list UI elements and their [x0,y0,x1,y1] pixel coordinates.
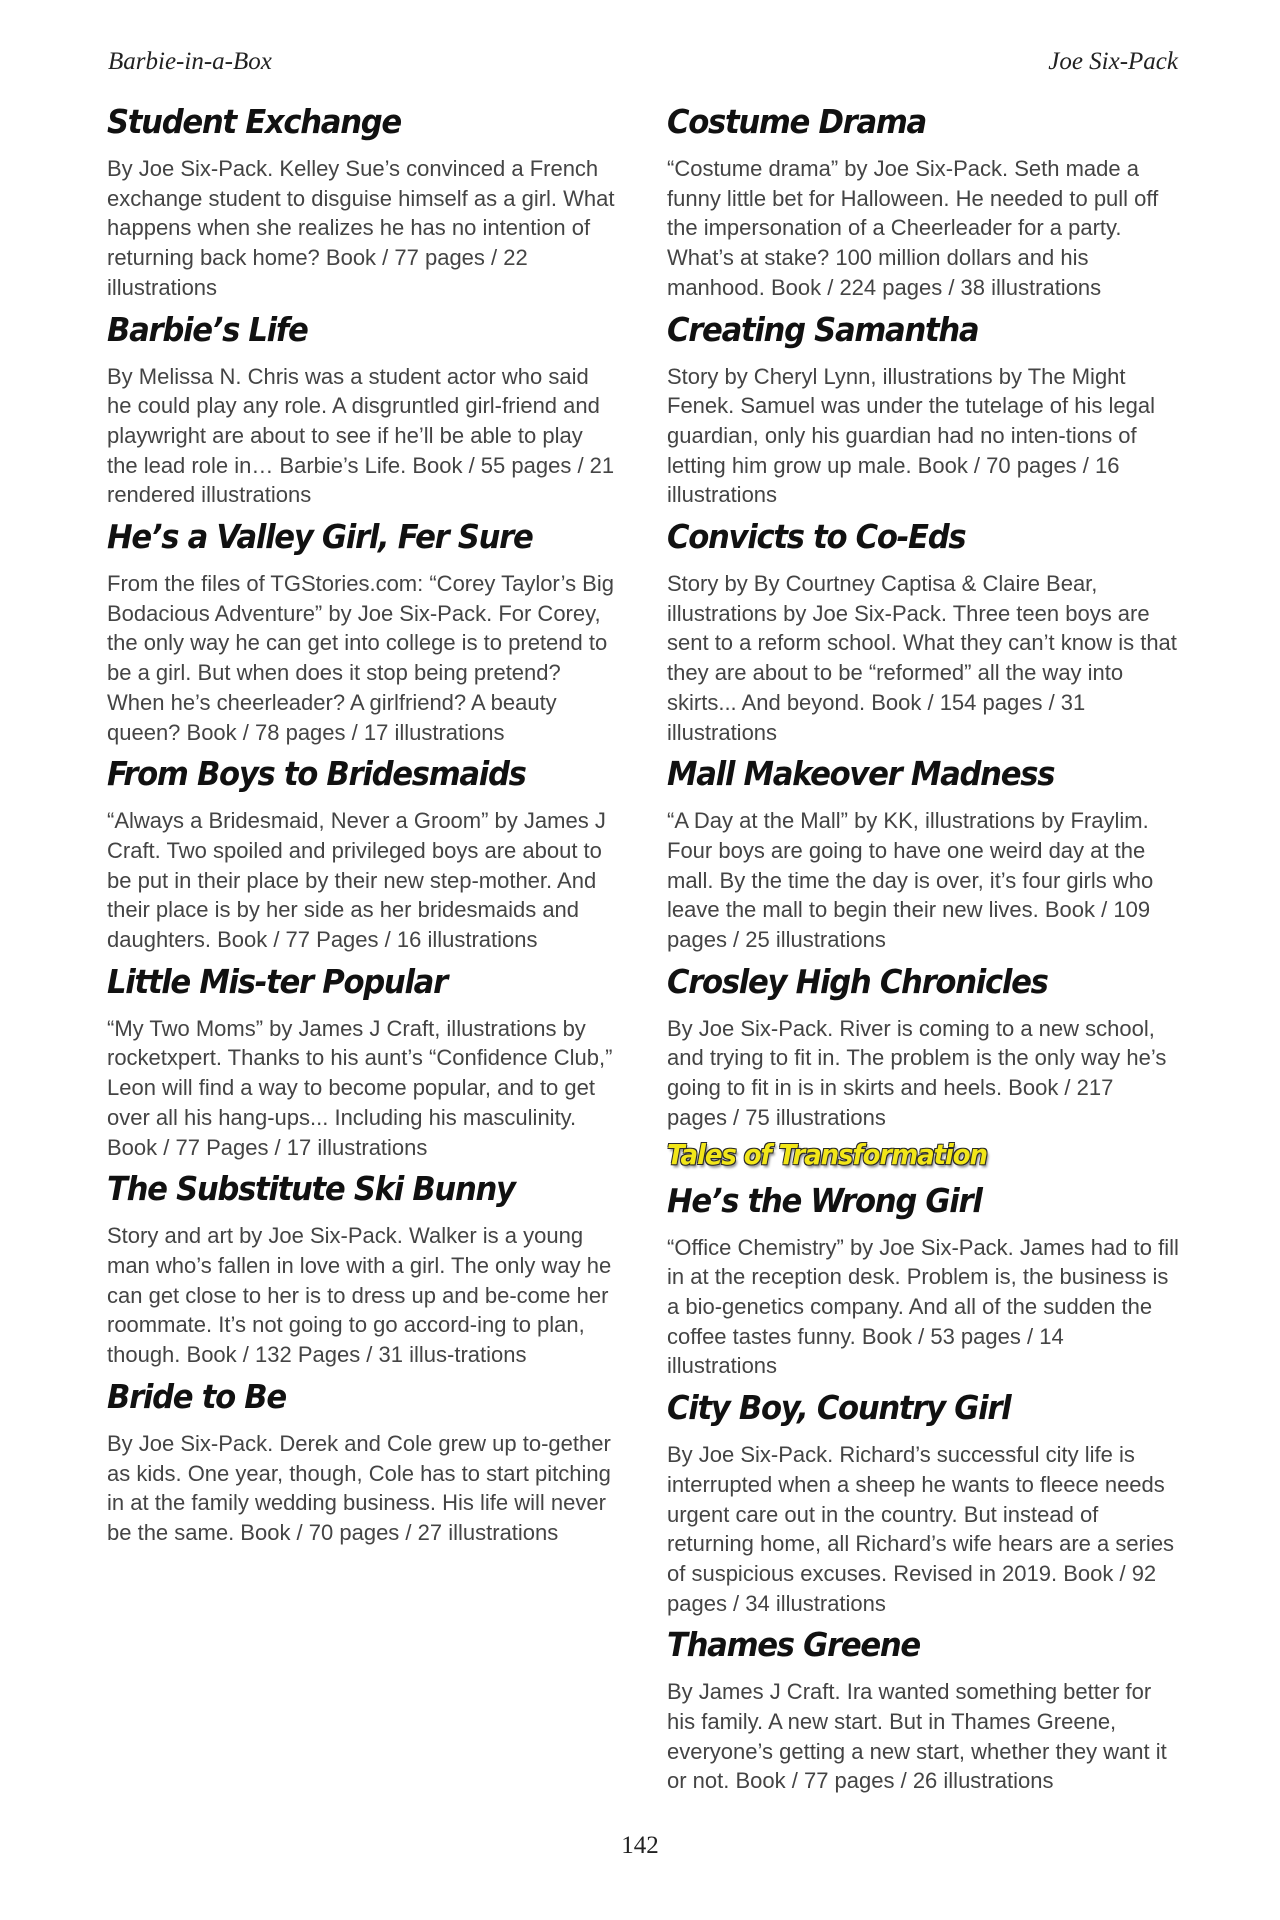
book-description: “Always a Bridesmaid, Never a Groom” by James J Craft. Two spoiled and privileged boys are about to be put in their place by their new step-mother. And their place is by her side as her bridesmaids and daughters. Book / 77 Pages / 16 illustrations [107,808,606,953]
book-entry [667,98,1179,303]
book-title: Creating Samantha [667,309,979,349]
book-title: Costume Drama [667,102,926,141]
book-entry [107,98,619,303]
book-entry [107,1373,619,1548]
right-column [667,98,1179,1799]
book-description: By Melissa N. Chris was a student actor who said he could play any role. A disgruntled girl-friend and playwright are about to see if he’ll be able to play the lead role in… Barbie’s Life. Book / 55 pages / 21 rendered illustrations [107,363,615,508]
book-title: Bride to Be [107,1376,286,1416]
book-description: By James J Craft. Ira wanted something better for his family. A new start. But in Thames Greene, everyone’s getting a new start, whether they want it or not. Book / 77 pages / 26 illustrations [667,1679,1167,1794]
book-description: By Joe Six-Pack. Derek and Cole grew up to-gether as kids. One year, though, Cole has to start pitching in at the family wedding business. His life will never be the same. Book / 70 pages / 27 illustrations [107,1430,611,1545]
book-entry [667,306,1179,511]
book-description: “A Day at the Mall” by KK, illustrations by Fraylim. Four boys are going to have one weird day at the mall. By the time the day is over, it’s four girls who leave the mall to begin their new lives. Book / 109 pages / 25 illustrations [667,808,1154,953]
book-entry [667,958,1179,1133]
book-entry [107,958,619,1163]
book-title: He’s a Valley Girl, Fer Sure [107,517,533,557]
book-description: “My Two Moms” by James J Craft, illustrations by rocketxpert. Thanks to his aunt’s “Confidence Club,” Leon will find a way to become popular, and to get over all his hang-ups... Including his masculinity. Book / 77 Pages / 17 illustrations [107,1015,613,1160]
book-description: “Costume drama” by Joe Six-Pack. Seth made a funny little bet for Halloween. He needed to pull off the impersonation of a Cheerleader for a party. What’s at stake? 100 million dollars and his manhood. Book / 224 pages / 38 illustrations [667,156,1159,300]
book-description: Story and art by Joe Six-Pack. Walker is a young man who’s fallen in love with a girl. The only way he can get close to her is to dress up and be-come her roommate. It’s not going to go accord-ing to plan, though. Book / 132 Pages / 31 illus-trations [107,1223,612,1368]
book-description: By Joe Six-Pack. Richard’s successful city life is interrupted when a sheep he wants to fleece needs urgent care out in the country. But instead of returning home, all Richard’s wife hears are a series of suspicious excuses. Revised in 2019. Book / 92 pages / 34 illustrations [667,1442,1175,1616]
book-title: Thames Greene [667,1625,920,1665]
book-title: Convicts to Co-Eds [667,517,966,557]
left-column [107,98,619,1551]
book-entry [667,1177,1179,1382]
book-description: Story by Cheryl Lynn, illustrations by The Might Fenek. Samuel was under the tutelage of his legal guardian, only his guardian had no inten-tions of letting him grow up male. Book / 70 pages / 16 illustrations [667,363,1155,508]
book-description: From the files of TGStories.com: “Corey Taylor’s Big Bodacious Adventure” by Joe Six-Pack. For Corey, the only way he can get into college is to pretend to be a girl. But when does it stop being pretend? When he’s cheerleader? A girlfriend? A beauty queen? Book / 78 pages / 17 illustrations [107,571,614,745]
book-entry [107,1165,619,1370]
book-entry [107,750,619,955]
book-entry [667,1384,1179,1618]
book-description: By Joe Six-Pack. Kelley Sue’s convinced a French exchange student to disguise himself as a girl. What happens when she realizes he has no intention of returning back home? Book / 77 pages / 22 illustrations [107,156,615,300]
book-title: Student Exchange [107,102,401,141]
header-author: Joe Six-Pack [1048,48,1178,75]
book-entry [107,513,619,747]
book-entry [667,513,1179,747]
book-title: Little Mis-ter Popular [107,961,447,1001]
book-entry [667,750,1179,955]
book-title: Barbie’s Life [107,309,308,349]
book-description: Story by By Courtney Captisa & Claire Bear, illustrations by Joe Six-Pack. Three teen boys are sent to a reform school. What they can’t know is that they are about to be “reformed” all the way into skirts... And beyond. Book / 154 pages / 31 illustrations [667,571,1177,745]
book-entry [107,306,619,511]
page-number: 142 [621,1832,659,1859]
book-title: Mall Makeover Madness [667,754,1055,794]
header-book-title: Barbie-in-a-Box [108,48,272,75]
section-heading: Tales of Transformation [667,1137,987,1171]
book-title: From Boys to Bridesmaids [107,754,526,794]
book-title: City Boy, Country Girl [667,1388,1011,1428]
book-description: “Office Chemistry” by Joe Six-Pack. James had to fill in at the reception desk. Problem is, the business is a bio-genetics company. And all of the sudden the coffee tastes funny. Book / 53 pages / 14 illustrations [667,1234,1179,1379]
book-entry [667,1621,1179,1796]
book-description: By Joe Six-Pack. River is coming to a new school, and trying to fit in. The problem is the only way he’s going to fit in is in skirts and heels. Book / 217 pages / 75 illustrations [667,1015,1167,1130]
running-header [108,48,1178,82]
book-title: Crosley High Chronicles [667,961,1048,1001]
book-title: The Substitute Ski Bunny [107,1169,515,1209]
book-title: He’s the Wrong Girl [667,1180,982,1220]
